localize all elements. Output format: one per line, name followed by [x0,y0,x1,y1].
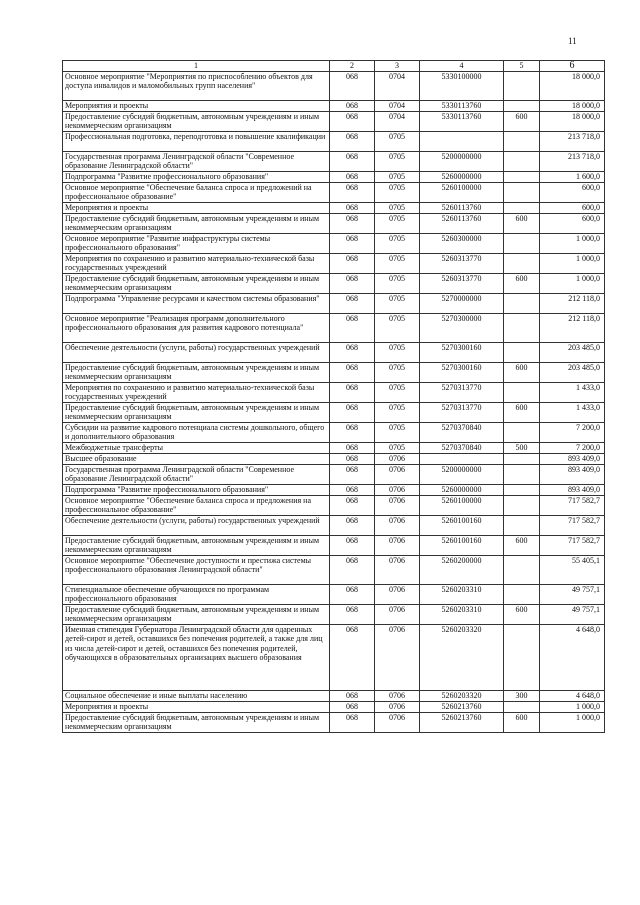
row-name-cell: Подпрограмма "Развитие профессионального образования" [63,171,330,182]
table-row [63,712,605,732]
table-row [63,453,605,464]
row-ministry-code-cell: 068 [330,515,375,535]
row-name-cell: Профессиональная подготовка, переподготовка и повышение квалификации [63,131,330,151]
row-section-code-cell: 0706 [375,604,420,624]
table-body [63,71,605,732]
table-row [63,202,605,213]
row-name-cell: Мероприятия по сохранению и развитию материально-технической базы государственных учреждений [63,382,330,402]
row-ministry-code-cell: 068 [330,313,375,342]
row-target-code-cell: 5270300160 [420,342,504,362]
row-name-cell: Межбюджетные трансферты [63,442,330,453]
row-expense-type-cell [504,555,540,584]
row-expense-type-cell [504,131,540,151]
row-section-code-cell: 0705 [375,442,420,453]
row-name-cell: Предоставление субсидий бюджетным, автономным учреждениям и иным некоммерческим организациям [63,213,330,233]
row-ministry-code-cell: 068 [330,422,375,442]
row-expense-type-cell [504,71,540,100]
row-target-code-cell: 5260100000 [420,495,504,515]
row-expense-type-cell [504,453,540,464]
table-row [63,182,605,202]
row-ministry-code-cell: 068 [330,233,375,253]
row-ministry-code-cell: 068 [330,171,375,182]
row-amount-cell: 1 600,0 [540,171,605,182]
table-row [63,233,605,253]
row-ministry-code-cell: 068 [330,100,375,111]
row-section-code-cell: 0705 [375,313,420,342]
table-row [63,293,605,313]
row-target-code-cell: 5260100160 [420,535,504,555]
row-section-code-cell: 0705 [375,422,420,442]
row-section-code-cell: 0706 [375,484,420,495]
row-amount-cell: 600,0 [540,213,605,233]
header-row [63,61,605,72]
table-row [63,151,605,171]
row-expense-type-cell [504,464,540,484]
row-expense-type-cell [504,171,540,182]
row-target-code-cell: 5260203310 [420,584,504,604]
row-target-code-cell: 5270370840 [420,422,504,442]
row-target-code-cell: 5260113760 [420,213,504,233]
row-expense-type-cell: 600 [504,362,540,382]
row-section-code-cell: 0705 [375,382,420,402]
row-target-code-cell: 5270370840 [420,442,504,453]
row-ministry-code-cell: 068 [330,131,375,151]
row-name-cell: Основное мероприятие "Развитие инфраструктуры системы профессионального образования" [63,233,330,253]
row-expense-type-cell [504,422,540,442]
table-row [63,464,605,484]
row-ministry-code-cell: 068 [330,362,375,382]
row-expense-type-cell [504,515,540,535]
row-section-code-cell: 0706 [375,535,420,555]
row-ministry-code-cell: 068 [330,382,375,402]
row-name-cell: Подпрограмма "Управление ресурсами и качеством системы образования" [63,293,330,313]
row-amount-cell: 18 000,0 [540,71,605,100]
row-amount-cell: 1 433,0 [540,382,605,402]
row-ministry-code-cell: 068 [330,712,375,732]
row-section-code-cell: 0706 [375,690,420,701]
row-target-code-cell: 5270300000 [420,313,504,342]
row-section-code-cell: 0705 [375,293,420,313]
row-ministry-code-cell: 068 [330,555,375,584]
row-ministry-code-cell: 068 [330,464,375,484]
column-header-2: 2 [330,61,375,72]
row-name-cell: Предоставление субсидий бюджетным, автономным учреждениям и иным некоммерческим организациям [63,604,330,624]
row-expense-type-cell [504,584,540,604]
row-name-cell: Мероприятия и проекты [63,202,330,213]
row-target-code-cell [420,131,504,151]
row-expense-type-cell [504,233,540,253]
row-target-code-cell: 5260313770 [420,253,504,273]
row-amount-cell: 213 718,0 [540,151,605,171]
row-name-cell: Предоставление субсидий бюджетным, автономным учреждениям и иным некоммерческим организациям [63,535,330,555]
row-amount-cell: 717 582,7 [540,495,605,515]
row-expense-type-cell [504,182,540,202]
row-target-code-cell: 5270313770 [420,402,504,422]
row-section-code-cell: 0706 [375,701,420,712]
row-amount-cell: 203 485,0 [540,362,605,382]
row-amount-cell: 55 405,1 [540,555,605,584]
row-expense-type-cell [504,495,540,515]
row-ministry-code-cell: 068 [330,151,375,171]
row-expense-type-cell: 500 [504,442,540,453]
column-header-5: 5 [504,61,540,72]
table-row [63,382,605,402]
row-name-cell: Субсидии на развитие кадрового потенциала системы дошкольного, общего и дополнительного образования [63,422,330,442]
row-name-cell: Основное мероприятие "Мероприятия по приспособлению объектов для доступа инвалидов и маломобильных групп населения" [63,71,330,100]
row-target-code-cell: 5260203310 [420,604,504,624]
page-number: 11 [568,36,577,46]
row-amount-cell: 1 000,0 [540,253,605,273]
row-ministry-code-cell: 068 [330,402,375,422]
row-section-code-cell: 0705 [375,202,420,213]
row-target-code-cell: 5260203320 [420,624,504,690]
row-amount-cell: 7 200,0 [540,442,605,453]
row-target-code-cell: 5270313770 [420,382,504,402]
table-row [63,402,605,422]
table-row [63,442,605,453]
row-ministry-code-cell: 068 [330,604,375,624]
budget-table [62,60,605,733]
table-row [63,555,605,584]
row-amount-cell: 600,0 [540,182,605,202]
row-target-code-cell: 5200000000 [420,151,504,171]
row-section-code-cell: 0705 [375,402,420,422]
row-ministry-code-cell: 068 [330,624,375,690]
row-target-code-cell: 5200000000 [420,464,504,484]
row-section-code-cell: 0705 [375,273,420,293]
table-row [63,515,605,535]
row-amount-cell: 1 000,0 [540,712,605,732]
row-amount-cell: 7 200,0 [540,422,605,442]
table-row [63,422,605,442]
row-expense-type-cell [504,100,540,111]
row-section-code-cell: 0705 [375,213,420,233]
row-ministry-code-cell: 068 [330,584,375,604]
row-expense-type-cell [504,151,540,171]
row-name-cell: Стипендиальное обеспечение обучающихся по программам профессионального образования [63,584,330,604]
row-section-code-cell: 0706 [375,464,420,484]
row-amount-cell: 213 718,0 [540,131,605,151]
row-target-code-cell: 5260213760 [420,701,504,712]
row-name-cell: Мероприятия по сохранению и развитию материально-технической базы государственных учреждений [63,253,330,273]
row-target-code-cell: 5330100000 [420,71,504,100]
row-section-code-cell: 0705 [375,182,420,202]
row-target-code-cell: 5270300160 [420,362,504,382]
row-name-cell: Предоставление субсидий бюджетным, автономным учреждениям и иным некоммерческим организациям [63,273,330,293]
row-section-code-cell: 0706 [375,712,420,732]
row-section-code-cell: 0706 [375,515,420,535]
row-expense-type-cell: 600 [504,213,540,233]
row-target-code-cell: 5260200000 [420,555,504,584]
row-amount-cell: 203 485,0 [540,342,605,362]
row-target-code-cell: 5260203320 [420,690,504,701]
row-name-cell: Основное мероприятие "Реализация программ дополнительного профессионального образования для развития кадрового потенциала" [63,313,330,342]
row-amount-cell: 893 409,0 [540,464,605,484]
row-name-cell: Высшее образование [63,453,330,464]
row-section-code-cell: 0704 [375,111,420,131]
table-row [63,495,605,515]
row-ministry-code-cell: 068 [330,701,375,712]
row-section-code-cell: 0705 [375,151,420,171]
row-target-code-cell [420,453,504,464]
row-section-code-cell: 0704 [375,100,420,111]
row-target-code-cell: 5260313770 [420,273,504,293]
row-expense-type-cell: 600 [504,402,540,422]
table-row [63,111,605,131]
row-amount-cell: 4 648,0 [540,690,605,701]
table-row [63,171,605,182]
row-amount-cell: 1 433,0 [540,402,605,422]
row-name-cell: Обеспечение деятельности (услуги, работы) государственных учреждений [63,515,330,535]
row-name-cell: Социальное обеспечение и иные выплаты населению [63,690,330,701]
row-ministry-code-cell: 068 [330,273,375,293]
row-amount-cell: 18 000,0 [540,111,605,131]
row-name-cell: Подпрограмма "Развитие профессионального образования" [63,484,330,495]
column-header-6: 6 [540,61,605,72]
row-section-code-cell: 0705 [375,233,420,253]
table-row [63,342,605,362]
row-expense-type-cell: 300 [504,690,540,701]
table-row [63,100,605,111]
table-row [63,273,605,293]
row-section-code-cell: 0706 [375,453,420,464]
row-ministry-code-cell: 068 [330,453,375,464]
row-expense-type-cell: 600 [504,604,540,624]
row-expense-type-cell [504,253,540,273]
row-target-code-cell: 5330113760 [420,100,504,111]
row-name-cell: Государственная программа Ленинградской области "Современное образование Ленинградской области" [63,464,330,484]
table-row [63,484,605,495]
row-amount-cell: 600,0 [540,202,605,213]
row-name-cell: Предоставление субсидий бюджетным, автономным учреждениям и иным некоммерческим организациям [63,402,330,422]
table-row [63,624,605,690]
row-target-code-cell: 5260213760 [420,712,504,732]
row-target-code-cell: 5270000000 [420,293,504,313]
row-section-code-cell: 0705 [375,171,420,182]
row-ministry-code-cell: 068 [330,71,375,100]
row-amount-cell: 717 582,7 [540,515,605,535]
row-target-code-cell: 5260000000 [420,171,504,182]
row-section-code-cell: 0705 [375,342,420,362]
row-target-code-cell: 5260000000 [420,484,504,495]
row-amount-cell: 1 000,0 [540,701,605,712]
table-row [63,362,605,382]
row-name-cell: Обеспечение деятельности (услуги, работы) государственных учреждений [63,342,330,362]
row-section-code-cell: 0705 [375,253,420,273]
row-ministry-code-cell: 068 [330,535,375,555]
row-ministry-code-cell: 068 [330,202,375,213]
row-amount-cell: 49 757,1 [540,604,605,624]
row-expense-type-cell [504,293,540,313]
row-name-cell: Основное мероприятие "Обеспечение доступности и престижа системы профессионального образования Ленинградской области" [63,555,330,584]
row-amount-cell: 49 757,1 [540,584,605,604]
row-amount-cell: 18 000,0 [540,100,605,111]
row-expense-type-cell [504,382,540,402]
table-row [63,213,605,233]
row-expense-type-cell: 600 [504,712,540,732]
column-header-3: 3 [375,61,420,72]
row-name-cell: Мероприятия и проекты [63,701,330,712]
row-ministry-code-cell: 068 [330,484,375,495]
table-row [63,604,605,624]
table-row [63,71,605,100]
row-expense-type-cell: 600 [504,273,540,293]
row-expense-type-cell [504,313,540,342]
row-name-cell: Предоставление субсидий бюджетным, автономным учреждениям и иным некоммерческим организациям [63,712,330,732]
table-row [63,584,605,604]
row-expense-type-cell: 600 [504,535,540,555]
row-ministry-code-cell: 068 [330,442,375,453]
row-ministry-code-cell: 068 [330,342,375,362]
row-section-code-cell: 0705 [375,131,420,151]
row-name-cell: Основное мероприятие "Обеспечение баланса спроса и предложений на профессиональное образование" [63,182,330,202]
row-ministry-code-cell: 068 [330,495,375,515]
row-ministry-code-cell: 068 [330,293,375,313]
row-name-cell: Государственная программа Ленинградской области "Современное образование Ленинградской области" [63,151,330,171]
row-amount-cell: 4 648,0 [540,624,605,690]
row-amount-cell: 717 582,7 [540,535,605,555]
row-amount-cell: 893 409,0 [540,453,605,464]
row-expense-type-cell [504,624,540,690]
column-header-1: 1 [63,61,330,72]
row-target-code-cell: 5260300000 [420,233,504,253]
row-name-cell: Предоставление субсидий бюджетным, автономным учреждениям и иным некоммерческим организациям [63,111,330,131]
row-expense-type-cell [504,484,540,495]
column-header-4: 4 [420,61,504,72]
row-section-code-cell: 0706 [375,584,420,604]
row-ministry-code-cell: 068 [330,213,375,233]
row-expense-type-cell: 600 [504,111,540,131]
row-amount-cell: 1 000,0 [540,233,605,253]
row-name-cell: Основное мероприятие "Обеспечение баланса спроса и предложения на профессиональное образование" [63,495,330,515]
row-section-code-cell: 0706 [375,624,420,690]
table-row [63,701,605,712]
row-amount-cell: 212 118,0 [540,313,605,342]
row-ministry-code-cell: 068 [330,253,375,273]
table-row [63,535,605,555]
row-target-code-cell: 5330113760 [420,111,504,131]
row-ministry-code-cell: 068 [330,111,375,131]
row-expense-type-cell [504,342,540,362]
row-name-cell: Именная стипендия Губернатора Ленинградской области для одаренных детей-сирот и детей, оставшихся без попечения родителей, а также для лиц из числа детей-сирот и детей, оставшихся без попечения родителей, обучающихся в образовательных организациях высшего образования [63,624,330,690]
row-name-cell: Мероприятия и проекты [63,100,330,111]
row-amount-cell: 1 000,0 [540,273,605,293]
row-expense-type-cell [504,202,540,213]
row-section-code-cell: 0706 [375,495,420,515]
row-ministry-code-cell: 068 [330,182,375,202]
row-target-code-cell: 5260100000 [420,182,504,202]
row-amount-cell: 212 118,0 [540,293,605,313]
row-target-code-cell: 5260113760 [420,202,504,213]
table-row [63,313,605,342]
row-ministry-code-cell: 068 [330,690,375,701]
table-row [63,253,605,273]
row-expense-type-cell [504,701,540,712]
row-amount-cell: 893 409,0 [540,484,605,495]
row-target-code-cell: 5260100160 [420,515,504,535]
row-section-code-cell: 0705 [375,362,420,382]
row-section-code-cell: 0706 [375,555,420,584]
row-name-cell: Предоставление субсидий бюджетным, автономным учреждениям и иным некоммерческим организациям [63,362,330,382]
row-section-code-cell: 0704 [375,71,420,100]
table-row [63,131,605,151]
table-row [63,690,605,701]
